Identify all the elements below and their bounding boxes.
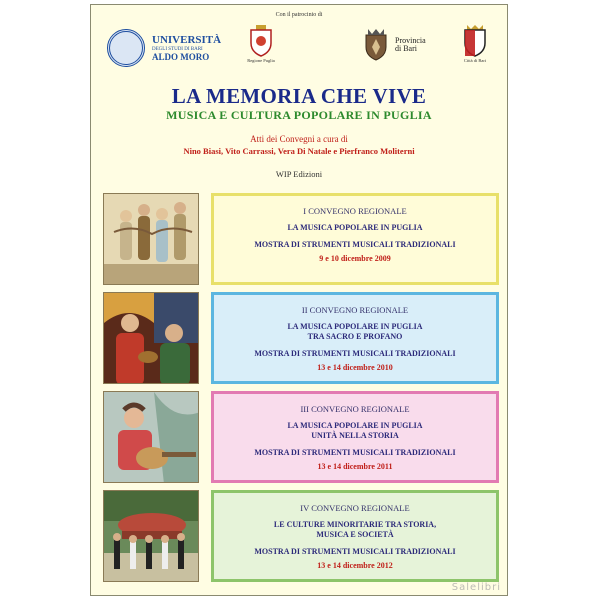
- convention-number: I CONVEGNO REGIONALE: [303, 206, 407, 216]
- university-seal-icon: [107, 29, 145, 67]
- convention-title: LE CULTURE MINORITARIE TRA STORIA, MUSICA E SOCIETÀ: [273, 520, 437, 539]
- convention-date: 13 e 14 dicembre 2011: [317, 462, 393, 471]
- citta-crest-icon: [463, 25, 487, 57]
- convention-title: LA MUSICA POPOLARE IN PUGLIA UNITÀ NELLA STORIA: [287, 421, 423, 440]
- patronage-text: Con il patrocinio di: [275, 12, 323, 18]
- curators-label: Atti dei Convegni a cura di: [250, 134, 348, 144]
- regione-puglia-logo: [241, 25, 281, 63]
- guitar-player-image: [103, 391, 199, 483]
- provincia-line1: Provincia: [395, 35, 426, 45]
- university-city: ALDO MORO: [152, 51, 210, 62]
- convention-number: II CONVEGNO REGIONALE: [301, 305, 409, 315]
- convention-number: III CONVEGNO REGIONALE: [300, 404, 410, 414]
- convention-box-3: [211, 391, 499, 483]
- convention-exhibit: MOSTRA DI STRUMENTI MUSICALI TRADIZIONALI: [254, 240, 456, 249]
- convention-number: IV CONVEGNO REGIONALE: [300, 503, 410, 513]
- book-title: LA MEMORIA CHE VIVE: [171, 84, 427, 108]
- publisher: WIP Edizioni: [275, 169, 323, 179]
- curators-names: Nino Biasi, Vito Carrassi, Vera Di Natale e Pierfranco Moliterni: [183, 146, 415, 156]
- regione-caption: Regione Puglia: [247, 58, 275, 63]
- convention-exhibit: MOSTRA DI STRUMENTI MUSICALI TRADIZIONALI: [254, 547, 456, 556]
- fresco-dancers-image: [103, 193, 199, 285]
- university-logo: [107, 29, 221, 67]
- book-subtitle: MUSICA E CULTURA POPOLARE IN PUGLIA: [166, 108, 432, 122]
- university-name: UNIVERSITÀ: [152, 33, 222, 46]
- medieval-musicians-image: [103, 292, 199, 384]
- citta-caption: Città di Bari: [463, 58, 487, 63]
- convention-box-2: [211, 292, 499, 384]
- convention-title: LA MUSICA POPOLARE IN PUGLIA TRA SACRO E PROFANO: [287, 322, 423, 341]
- convention-title: LA MUSICA POPOLARE IN PUGLIA: [287, 223, 423, 232]
- convention-date: 13 e 14 dicembre 2012: [317, 561, 393, 570]
- citta-bari-logo: [457, 25, 493, 63]
- watermark: Salelibri: [451, 582, 501, 593]
- convention-exhibit: MOSTRA DI STRUMENTI MUSICALI TRADIZIONALI: [254, 349, 456, 358]
- provincia-line2: di Bari: [395, 44, 417, 53]
- procession-image: [103, 490, 199, 582]
- sponsor-logos: [91, 25, 507, 67]
- provincia-crest-icon: [363, 29, 389, 61]
- provincia-bari-logo: [363, 29, 426, 61]
- regione-shield-icon: [249, 25, 273, 57]
- convention-exhibit: MOSTRA DI STRUMENTI MUSICALI TRADIZIONALI: [254, 448, 456, 457]
- convention-date: 9 e 10 dicembre 2009: [319, 254, 391, 263]
- convention-box-4: [211, 490, 499, 582]
- book-cover: [90, 4, 508, 596]
- convention-date: 13 e 14 dicembre 2010: [317, 363, 393, 372]
- convention-box-1: [211, 193, 499, 285]
- university-sub: DEGLI STUDI DI BARI: [152, 46, 203, 52]
